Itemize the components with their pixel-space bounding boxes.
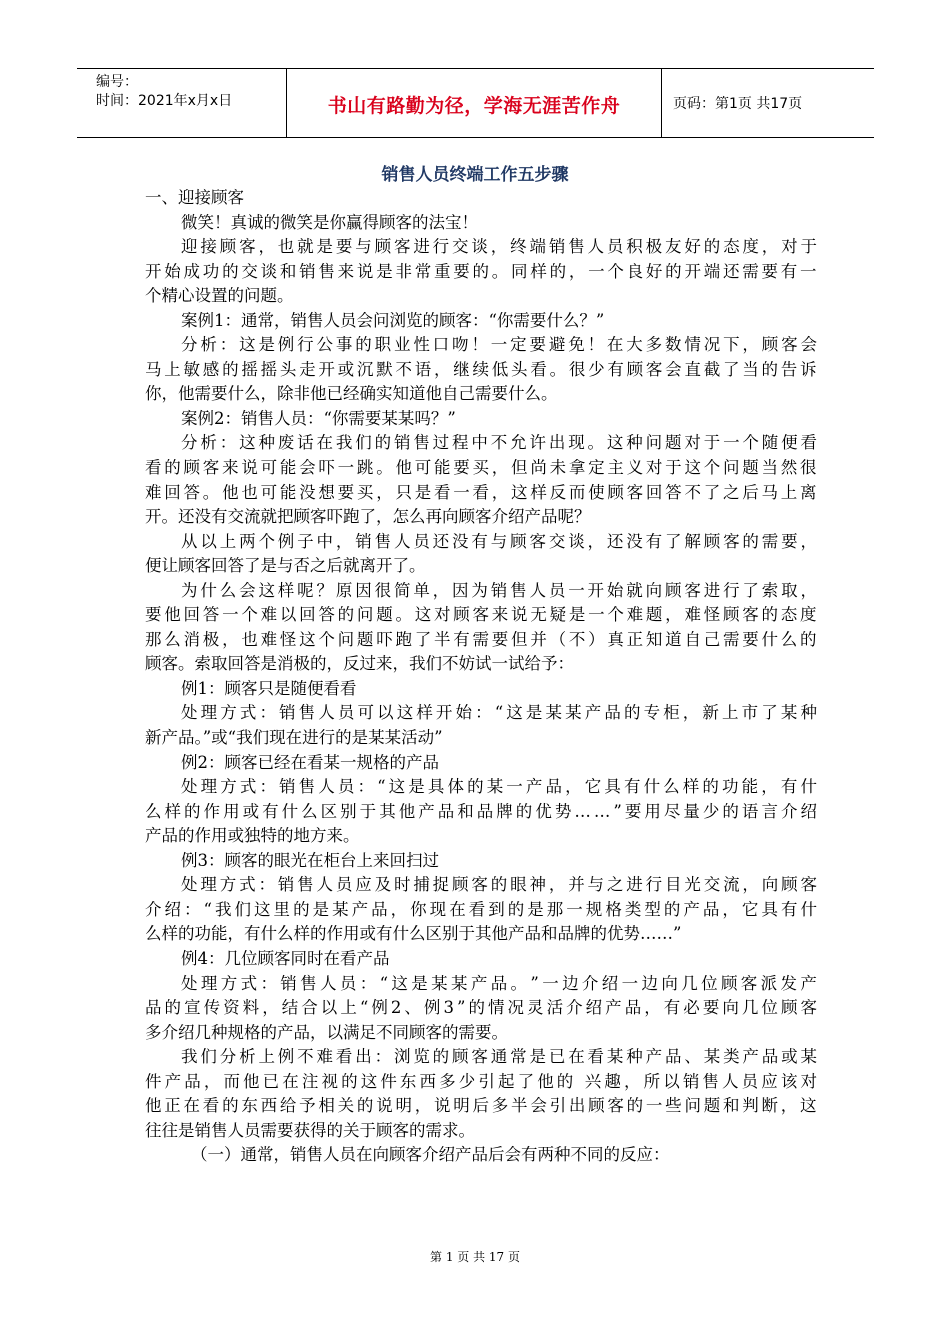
body-line: 例4：几位顾客同时在看产品 bbox=[181, 948, 390, 968]
page-footer: 第 1 页 共 17 页 bbox=[430, 1250, 520, 1264]
number-label: 编号： bbox=[96, 74, 138, 90]
body-line: 你，他需要什么，除非他已经确实知道他自己需要什么。 bbox=[145, 384, 558, 404]
body-line: 那 么 消 极 ， 也 难 怪 这 个 问 题 吓 跑 了 半 有 需 要 但 并 （ 不 ） 真 正 知 道 自 己 需 要 什 么 的 bbox=[145, 629, 817, 649]
body-line: 他 正 在 看 的 东 西 给 予 相 关 的 说 明 ， 说 明 后 多 半 会 引 出 顾 客 的 一 些 问 题 和 判 断 ， 这 bbox=[145, 1096, 817, 1116]
body-line: 个精心设置的问题。 bbox=[145, 286, 294, 306]
body-line: 例1：顾客只是随便看看 bbox=[181, 678, 357, 698]
body-line: 新产品。”或“我们现在进行的是某某活动” bbox=[145, 728, 443, 748]
header-motto-cell bbox=[286, 69, 662, 137]
body-line: 例3：顾客的眼光在柜台上来回扫过 bbox=[181, 850, 439, 870]
body-line: 往往是销售人员需要获得的关于顾客的需求。 bbox=[145, 1120, 475, 1140]
body-line: 顾客。索取回答是消极的，反过来，我们不妨试一试给予： bbox=[145, 654, 574, 674]
header-table bbox=[77, 68, 874, 138]
body-line: 开。还没有交流就把顾客吓跑了，怎么再向顾客介绍产品呢？ bbox=[145, 507, 591, 527]
body-line: 开 始 成 功 的 交 谈 和 销 售 来 说 是 非 常 重 要 的 。 同 样 的 ， 一 个 良 好 的 开 端 还 需 要 有 一 bbox=[145, 261, 817, 281]
body-line: 分 析 ： 这 种 废 话 在 我 们 的 销 售 过 程 中 不 允 许 出 现 。 这 种 问 题 对 于 一 个 随 便 看 bbox=[181, 433, 817, 453]
body-line: 难 回 答 。 他 也 可 能 没 想 要 买 ， 只 是 看 一 看 ， 这 样 反 而 使 顾 客 回 答 不 了 之 后 马 上 离 bbox=[145, 482, 817, 502]
motto: 书山有路勤为径，学海无涯苦作舟 bbox=[327, 95, 621, 117]
body-line: 便让顾客回答了是与否之后就离开了。 bbox=[145, 556, 426, 576]
body-line: 微笑！真诚的微笑是你赢得顾客的法宝！ bbox=[181, 212, 478, 232]
body-line: 么样的功能，有什么样的作用或有什么区别于其他产品和品牌的优势……” bbox=[145, 924, 682, 944]
document-body bbox=[145, 186, 817, 1168]
body-line: 要 他 回 答 一 个 难 以 回 答 的 问 题 。 这 对 顾 客 来 说 无 疑 是 一 个 难 题 ， 难 怪 顾 客 的 态 度 bbox=[145, 605, 817, 625]
body-line: 一、迎接顾客 bbox=[145, 188, 244, 207]
body-line: 迎 接 顾 客 ， 也 就 是 要 与 顾 客 进 行 交 谈 ， 终 端 销 售 人 员 积 极 友 好 的 态 度 ， 对 于 bbox=[181, 237, 817, 257]
body-line: 件 产 品 ， 而 他 已 在 注 视 的 这 件 东 西 多 少 引 起 了 他 的 兴 趣 ， 所 以 销 售 人 员 应 该 对 bbox=[145, 1071, 817, 1091]
page-info: 页码：第1页 共17页 bbox=[673, 96, 803, 112]
body-line: 介 绍 ： “ 我 们 这 里 的 是 某 产 品 ， 你 现 在 看 到 的 是 那 一 规 格 类 型 的 产 品 ， 它 具 有 什 bbox=[145, 899, 817, 919]
body-line: 品 的 宣 传 资 料 ， 结 合 以 上 “ 例 2 、 例 3 ” 的 情 况 灵 活 介 绍 产 品 ， 有 必 要 向 几 位 顾 客 bbox=[145, 998, 817, 1018]
body-line: 处 理 方 式 ： 销 售 人 员 ： “ 这 是 具 体 的 某 一 产 品 ， 它 具 有 什 么 样 的 功 能 ， 有 什 bbox=[181, 777, 817, 797]
body-line: 案例2：销售人员：“你需要某某吗？” bbox=[181, 408, 456, 428]
body-line: 多介绍几种规格的产品，以满足不同顾客的需要。 bbox=[145, 1022, 508, 1042]
body-line: 处 理 方 式 ： 销 售 人 员 应 及 时 捕 捉 顾 客 的 眼 神 ， 并 与 之 进 行 目 光 交 流 ， 向 顾 客 bbox=[181, 875, 817, 895]
body-line: 从 以 上 两 个 例 子 中 ， 销 售 人 员 还 没 有 与 顾 客 交 谈 ， 还 没 有 了 解 顾 客 的 需 要 ， bbox=[181, 531, 817, 551]
time-label: 时间：2021年x月x日 bbox=[96, 93, 233, 109]
body-line: 处 理 方 式 ： 销 售 人 员 可 以 这 样 开 始 ： “ 这 是 某 某 产 品 的 专 柜 ， 新 上 市 了 某 种 bbox=[181, 703, 817, 723]
body-line: 例2：顾客已经在看某一规格的产品 bbox=[181, 752, 439, 772]
body-line: 处 理 方 式 ： 销 售 人 员 ： “ 这 是 某 某 产 品 。 ” 一 边 介 绍 一 边 向 几 位 顾 客 派 发 产 bbox=[181, 973, 817, 993]
body-line: （一）通常，销售人员在向顾客介绍产品后会有两种不同的反应： bbox=[191, 1145, 670, 1165]
body-line: 看 的 顾 客 来 说 可 能 会 吓 一 跳 。 他 可 能 要 买 ， 但 尚 未 拿 定 主 义 对 于 这 个 问 题 当 然 很 bbox=[145, 458, 817, 478]
body-line: 为 什 么 会 这 样 呢 ？ 原 因 很 简 单 ， 因 为 销 售 人 员 一 开 始 就 向 顾 客 进 行 了 索 取 ， bbox=[181, 580, 817, 600]
page-title: 销售人员终端工作五步骤 bbox=[381, 165, 569, 185]
body-line: 案例1：通常，销售人员会问浏览的顾客：“你需要什么？” bbox=[181, 310, 605, 330]
body-line: 分 析 ： 这 是 例 行 公 事 的 职 业 性 口 吻 ！ 一 定 要 避 免 ！ 在 大 多 数 情 况 下 ， 顾 客 会 bbox=[181, 335, 817, 355]
body-line: 么 样 的 作 用 或 有 什 么 区 别 于 其 他 产 品 和 品 牌 的 优 势 … … ” 要 用 尽 量 少 的 语 言 介 绍 bbox=[145, 801, 817, 821]
body-line: 产品的作用或独特的地方来。 bbox=[145, 826, 360, 846]
body-line: 我 们 分 析 上 例 不 难 看 出 ： 浏 览 的 顾 客 通 常 是 已 在 看 某 种 产 品 、 某 类 产 品 或 某 bbox=[181, 1047, 817, 1067]
body-line: 马 上 敏 感 的 摇 摇 头 走 开 或 沉 默 不 语 ， 继 续 低 头 看 。 很 少 有 顾 客 会 直 截 了 当 的 告 诉 bbox=[145, 359, 817, 379]
header-meta bbox=[77, 69, 287, 137]
